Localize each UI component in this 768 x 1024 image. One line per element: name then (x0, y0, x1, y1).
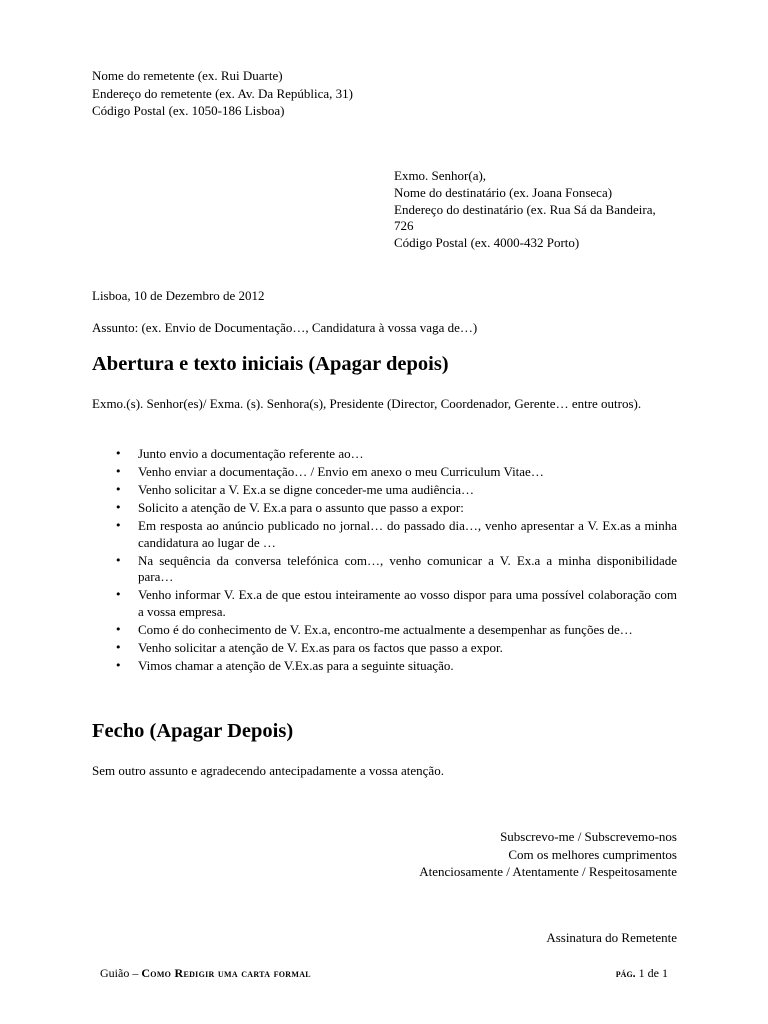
bullet-item (92, 622, 677, 639)
bullet-text: Venho solicitar a atenção de V. Ex.as para os factos que passo a expor. (138, 639, 503, 655)
footer-document-title: Como Redigir uma carta formal (141, 966, 311, 980)
signoff-block (419, 828, 677, 881)
bullet-item (92, 658, 677, 675)
footer-prefix: Guião – (100, 966, 139, 980)
bullet-item (92, 587, 677, 620)
bullet-item (92, 482, 677, 499)
signature-line: Assinatura do Remetente (546, 930, 677, 945)
bullet-icon: • (115, 622, 122, 636)
bullet-item (92, 464, 677, 481)
bullet-text: Vimos chamar a atenção de V.Ex.as para a seguinte situação. (138, 657, 454, 673)
sender-postal: Código Postal (ex. 1050-186 Lisboa) (92, 103, 285, 118)
bullet-text: Em resposta ao anúncio publicado no jornal… do passado dia…, venho apresentar a V. Ex.as a minha candidatura ao lugar de … (138, 518, 677, 550)
recipient-postal: Código Postal (ex. 4000-432 Porto) (394, 235, 580, 251)
sender-name: Nome do remetente (ex. Rui Duarte) (92, 68, 283, 83)
footer-page-number (616, 966, 668, 981)
opening-bullet-list (92, 446, 677, 676)
bullet-item (92, 518, 677, 551)
recipient-greeting: Exmo. Senhor(a), (394, 168, 487, 183)
bullet-icon: • (115, 465, 122, 478)
sender-address: Endereço do remetente (ex. Av. Da República, 31) (92, 85, 353, 101)
recipient-name: Nome do destinatário (ex. Joana Fonseca) (394, 184, 613, 200)
bullet-item (92, 500, 677, 517)
footer-page-label: pág. (615, 966, 636, 980)
bullet-text: Junto envio a documentação referente ao… (138, 446, 364, 461)
signoff-line: Com os melhores cumprimentos (508, 846, 677, 862)
bullet-icon: • (115, 483, 122, 496)
bullet-text: Solicito a atenção de V. Ex.a para o assunto que passo a expor: (138, 500, 464, 515)
footer-page-text: 1 de 1 (638, 966, 668, 980)
salutation-text: Exmo.(s). Senhor(es)/ Exma. (s). Senhora(s), Presidente (Director, Coordenador, Gerente… entre outros). (92, 396, 642, 411)
bullet-item (92, 553, 677, 586)
bullet-text: Como é do conhecimento de V. Ex.a, encontro-me actualmente a desempenhar as funções de… (138, 621, 633, 637)
bullet-icon: • (115, 519, 122, 532)
recipient-block (394, 168, 664, 252)
bullet-item (92, 446, 677, 463)
signoff-line: Atenciosamente / Atentamente / Respeitosamente (419, 864, 677, 879)
bullet-icon: • (115, 553, 122, 567)
closing-heading: Fecho (Apagar Depois) (92, 720, 294, 742)
bullet-text: Na sequência da conversa telefónica com…, venho comunicar a V. Ex.a a minha disponibilidade para… (138, 552, 677, 584)
recipient-address: Endereço do destinatário (ex. Rua Sá da Bandeira, 726 (394, 201, 656, 234)
bullet-icon: • (115, 658, 122, 672)
opening-heading: Abertura e texto iniciais (Apagar depois) (92, 353, 449, 375)
bullet-icon: • (115, 447, 122, 460)
bullet-icon: • (115, 588, 122, 601)
closing-text: Sem outro assunto e agradecendo antecipadamente a vossa atenção. (92, 763, 444, 778)
bullet-text: Venho solicitar a V. Ex.a se digne conceder-me uma audiência… (138, 482, 475, 497)
bullet-text: Venho informar V. Ex.a de que estou inteiramente ao vosso dispor para uma possível colaboração com a vossa empresa. (138, 587, 677, 619)
sender-block (92, 67, 353, 120)
bullet-text: Venho enviar a documentação… / Envio em anexo o meu Curriculum Vitae… (138, 464, 544, 479)
footer-title (100, 966, 311, 981)
bullet-icon: • (115, 501, 122, 514)
bullet-item (92, 640, 677, 657)
letter-subject: Assunto: (ex. Envio de Documentação…, Candidatura à vossa vaga de…) (92, 320, 478, 335)
bullet-icon: • (115, 640, 122, 654)
signoff-line: Subscrevo-me / Subscrevemo-nos (500, 829, 677, 844)
letter-date: Lisboa, 10 de Dezembro de 2012 (92, 288, 265, 303)
